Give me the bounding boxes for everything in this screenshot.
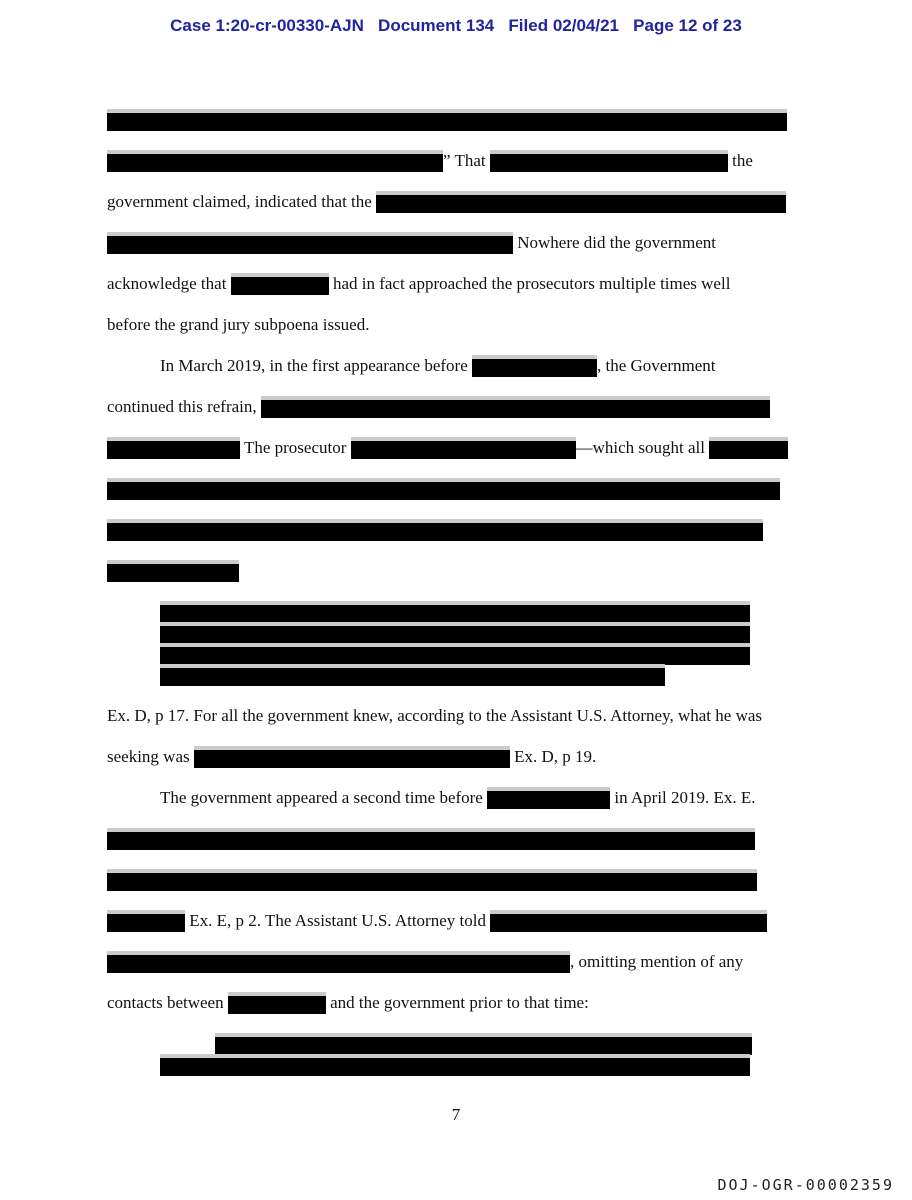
text-run: , omitting mention of any <box>570 952 744 971</box>
redaction-bar <box>107 560 239 582</box>
text-run: in April 2019. Ex. E. <box>610 788 756 807</box>
text-run: government claimed, indicated that the <box>107 192 377 211</box>
text-line <box>107 477 780 500</box>
redaction-bar <box>472 355 597 377</box>
text-run: the <box>727 151 753 170</box>
text-line <box>160 600 750 623</box>
text-run: ” That <box>443 151 490 170</box>
text-run: seeking was <box>107 747 194 766</box>
text-line <box>215 1032 752 1055</box>
text-run: In March 2019, in the first appearance before <box>160 356 473 375</box>
text-run: had in fact approached the prosecutors multiple times well <box>328 274 731 293</box>
redaction-bar <box>107 869 757 891</box>
redaction-bar <box>160 622 750 644</box>
redaction-bar <box>107 478 780 500</box>
text-run: before the grand jury subpoena issued. <box>107 315 370 334</box>
redaction-bar <box>487 787 610 809</box>
text-line <box>160 663 665 686</box>
text-line <box>107 313 369 336</box>
redaction-bar <box>490 910 767 932</box>
text-line <box>160 642 750 665</box>
redaction-bar <box>107 910 185 932</box>
text-run: The prosecutor <box>240 438 351 457</box>
text-line <box>107 149 753 172</box>
text-line <box>107 231 716 254</box>
redaction-bar <box>376 191 786 213</box>
redaction-bar <box>490 150 728 172</box>
redaction-bar <box>215 1033 752 1055</box>
text-run: and the government prior to that time: <box>325 993 589 1012</box>
text-run: , the Government <box>597 356 716 375</box>
text-line <box>107 827 755 850</box>
redaction-bar <box>231 273 329 295</box>
page-number: 7 <box>451 1105 461 1124</box>
text-run: The government appeared a second time before <box>160 788 488 807</box>
text-line <box>160 1053 750 1076</box>
text-line <box>160 354 716 377</box>
bates-number: DOJ-OGR-00002359 <box>717 1176 894 1194</box>
redaction-bar <box>228 992 326 1014</box>
text-run: acknowledge that <box>107 274 231 293</box>
redaction-bar <box>107 437 240 459</box>
text-line <box>160 786 756 809</box>
redaction-bar <box>160 664 665 686</box>
text-line <box>107 868 757 891</box>
text-run: contacts between <box>107 993 228 1012</box>
text-line <box>107 436 788 459</box>
text-line <box>107 395 770 418</box>
redaction-bar <box>351 437 576 459</box>
text-run: Ex. E, p 2. The Assistant U.S. Attorney told <box>185 911 491 930</box>
text-line <box>107 190 786 213</box>
text-line <box>107 108 787 131</box>
text-run: Ex. D, p 19. <box>509 747 597 766</box>
text-line <box>107 909 767 932</box>
text-line <box>107 950 743 973</box>
redaction-bar <box>160 601 750 623</box>
text-line <box>107 272 730 295</box>
redaction-bar <box>107 150 443 172</box>
text-run: Ex. D, p 17. For all the government knew, according to the Assistant U.S. Attorney, what he was <box>107 706 763 725</box>
text-run: —which sought all <box>575 438 710 457</box>
text-line <box>160 621 750 644</box>
redaction-bar <box>107 951 570 973</box>
redaction-bar <box>107 232 513 254</box>
redaction-bar <box>107 109 787 131</box>
ecf-case-header: Case 1:20-cr-00330-AJN Document 134 Filed 02/04/21 Page 12 of 23 <box>170 16 742 35</box>
text-line <box>107 745 596 768</box>
text-line <box>107 704 762 727</box>
redaction-bar <box>261 396 770 418</box>
redaction-bar <box>107 519 763 541</box>
redaction-bar <box>709 437 788 459</box>
redaction-bar <box>160 1054 750 1076</box>
text-line <box>107 518 763 541</box>
redaction-bar <box>160 643 750 665</box>
redaction-bar <box>194 746 510 768</box>
redaction-bar <box>107 828 755 850</box>
text-line <box>107 991 589 1014</box>
text-line <box>107 559 239 582</box>
text-run: Nowhere did the government <box>513 233 716 252</box>
text-run: continued this refrain, <box>107 397 261 416</box>
